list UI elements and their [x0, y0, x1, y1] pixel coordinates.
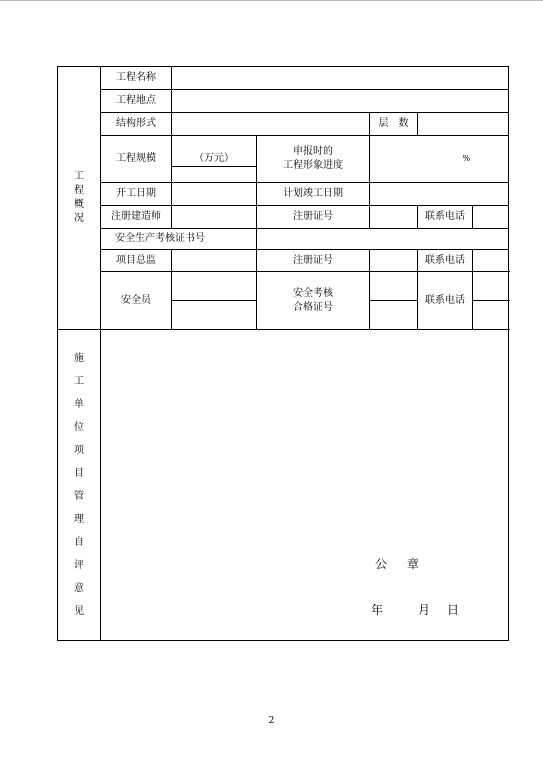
input-safety-check-cert-1[interactable]: [370, 272, 418, 301]
input-safety-officer-phone-1[interactable]: [473, 272, 509, 301]
label-project-name: 工程名称: [101, 67, 172, 90]
signature-date: 年 月 日: [370, 603, 460, 617]
input-registered-builder[interactable]: [172, 206, 257, 229]
percent-sign: %: [462, 154, 471, 163]
input-safety-officer-phone-2[interactable]: [473, 301, 509, 330]
label-safety-cert-no: 安全生产考核证书号: [101, 229, 257, 250]
label-supervisor-phone: 联系电话: [418, 250, 473, 272]
label-safety-check-cert: 安全考核 合格证号: [257, 272, 370, 330]
label-registration-no: 注册证号: [257, 206, 370, 229]
label-registered-builder: 注册建造师: [101, 206, 172, 229]
input-safety-cert-no[interactable]: [257, 229, 509, 250]
input-floors[interactable]: [418, 113, 509, 136]
label-contact-phone: 联系电话: [418, 206, 473, 229]
section-title-project-overview: 工 程 概 况: [58, 67, 101, 330]
label-supervisor-registration-no: 注册证号: [257, 250, 370, 272]
input-safety-officer-1[interactable]: [172, 272, 257, 301]
label-chief-supervisor: 项目总监: [101, 250, 172, 272]
top-border-line: [0, 0, 543, 1]
label-project-location: 工程地点: [101, 90, 172, 113]
scale-unit: （万元）: [172, 152, 256, 167]
input-safety-check-cert-2[interactable]: [370, 301, 418, 330]
input-project-scale[interactable]: [172, 136, 257, 183]
label-safety-officer: 安全员: [101, 272, 172, 330]
label-project-scale: 工程规模: [101, 136, 172, 183]
input-supervisor-phone[interactable]: [473, 250, 509, 272]
input-structure-type[interactable]: [172, 113, 370, 136]
label-start-date: 开工日期: [101, 183, 172, 206]
input-builder-registration-no[interactable]: [370, 206, 418, 229]
label-structure-type: 结构形式: [101, 113, 172, 136]
label-safety-officer-phone: 联系电话: [418, 272, 473, 330]
official-seal-label: 公 章: [375, 557, 420, 571]
input-progress[interactable]: [370, 136, 509, 183]
label-planned-completion: 计划竣工日期: [257, 183, 370, 206]
input-project-name[interactable]: [172, 67, 509, 90]
page-number: 2: [268, 716, 275, 726]
input-planned-completion[interactable]: [370, 183, 509, 206]
input-chief-supervisor[interactable]: [172, 250, 257, 272]
section-title-self-evaluation: 施 工 单 位 项 目 管 理 自 评 意 见: [58, 330, 101, 641]
project-overview-form: [57, 66, 509, 641]
input-safety-officer-2[interactable]: [172, 301, 257, 330]
input-start-date[interactable]: [172, 183, 257, 206]
input-project-location[interactable]: [172, 90, 509, 113]
label-floors: 层 数: [370, 113, 418, 136]
input-builder-phone[interactable]: [473, 206, 509, 229]
input-supervisor-registration-no[interactable]: [370, 250, 418, 272]
self-evaluation-area[interactable]: [101, 330, 509, 641]
label-progress: 申报时的 工程形象进度: [257, 136, 370, 183]
